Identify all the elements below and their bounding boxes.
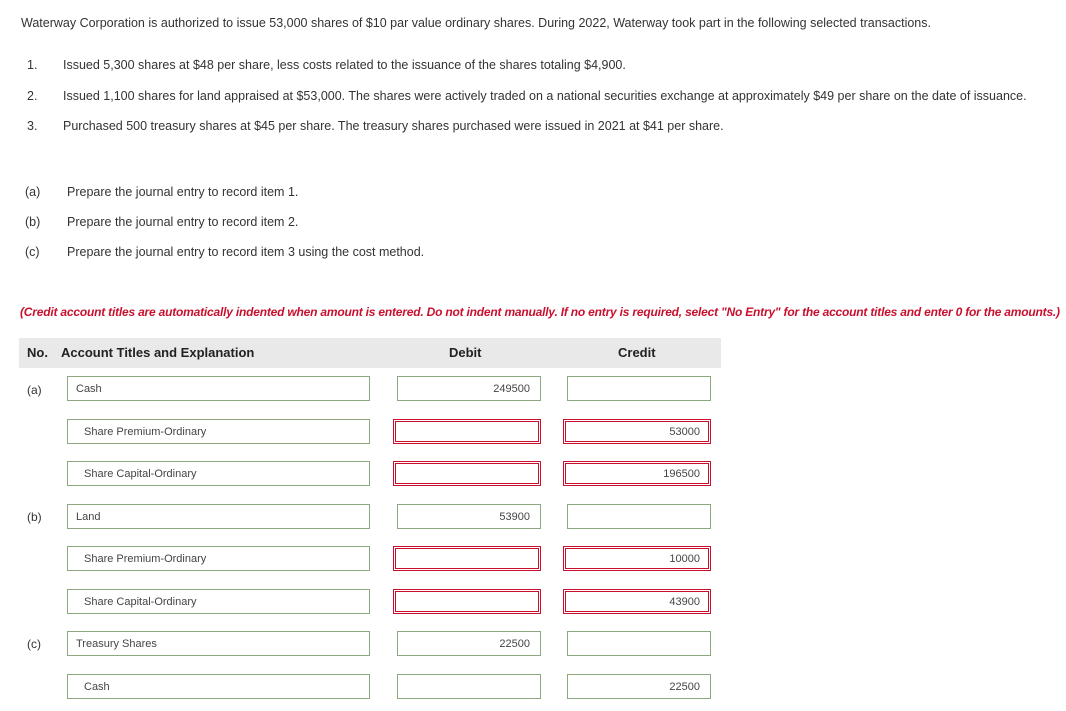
account-title-field[interactable]: Cash — [67, 376, 370, 401]
debit-amount-field[interactable] — [393, 546, 541, 571]
transaction-number: 1. — [27, 58, 38, 72]
credit-amount-field[interactable]: 43900 — [563, 589, 711, 614]
question-label: (a) — [25, 185, 41, 199]
debit-amount-field[interactable] — [393, 419, 541, 444]
account-title-field[interactable]: Share Premium-Ordinary — [67, 546, 370, 571]
credit-amount-field[interactable]: 22500 — [567, 674, 711, 699]
account-title-field[interactable]: Treasury Shares — [67, 631, 370, 656]
problem-intro: Waterway Corporation is authorized to issue 53,000 shares of $10 par value ordinary shares. During 2022, Waterway took part in the following selected transactions. — [21, 16, 931, 30]
transaction-text: Issued 1,100 shares for land appraised at $53,000. The shares were actively traded on a national securities exchange at approximately $49 per share on the date of issuance. — [63, 89, 1027, 103]
credit-amount-field[interactable] — [567, 376, 711, 401]
column-header-no: No. — [27, 345, 48, 360]
credit-amount-field[interactable] — [567, 504, 711, 529]
question-text: Prepare the journal entry to record item 1. — [67, 185, 299, 199]
debit-amount-field[interactable] — [393, 589, 541, 614]
transaction-number: 3. — [27, 119, 38, 133]
account-title-field[interactable]: Share Premium-Ordinary — [67, 419, 370, 444]
account-title-field[interactable]: Share Capital-Ordinary — [67, 461, 370, 486]
account-title-field[interactable]: Cash — [67, 674, 370, 699]
account-title-field[interactable]: Land — [67, 504, 370, 529]
credit-amount-field[interactable] — [567, 631, 711, 656]
column-header-credit: Credit — [618, 345, 656, 360]
journal-table-header — [19, 338, 721, 368]
question-label: (c) — [25, 245, 40, 259]
transaction-text: Purchased 500 treasury shares at $45 per share. The treasury shares purchased were issued in 2021 at $41 per share. — [63, 119, 724, 133]
transaction-number: 2. — [27, 89, 38, 103]
instruction-note: (Credit account titles are automatically indented when amount is entered. Do not indent manually. If no entry is required, select "No Entry" for the account titles and enter 0 for the amounts.) — [20, 305, 1060, 319]
entry-label: (c) — [27, 637, 41, 651]
debit-amount-field[interactable] — [393, 461, 541, 486]
credit-amount-field[interactable]: 10000 — [563, 546, 711, 571]
debit-amount-field[interactable]: 22500 — [397, 631, 541, 656]
credit-amount-field[interactable]: 53000 — [563, 419, 711, 444]
entry-label: (b) — [27, 510, 42, 524]
question-text: Prepare the journal entry to record item 2. — [67, 215, 299, 229]
debit-amount-field[interactable]: 249500 — [397, 376, 541, 401]
account-title-field[interactable]: Share Capital-Ordinary — [67, 589, 370, 614]
question-label: (b) — [25, 215, 41, 229]
column-header-account: Account Titles and Explanation — [61, 345, 255, 360]
question-text: Prepare the journal entry to record item 3 using the cost method. — [67, 245, 425, 259]
transaction-text: Issued 5,300 shares at $48 per share, less costs related to the issuance of the shares totaling $4,900. — [63, 58, 626, 72]
entry-label: (a) — [27, 383, 42, 397]
debit-amount-field[interactable] — [397, 674, 541, 699]
debit-amount-field[interactable]: 53900 — [397, 504, 541, 529]
column-header-debit: Debit — [449, 345, 482, 360]
credit-amount-field[interactable]: 196500 — [563, 461, 711, 486]
